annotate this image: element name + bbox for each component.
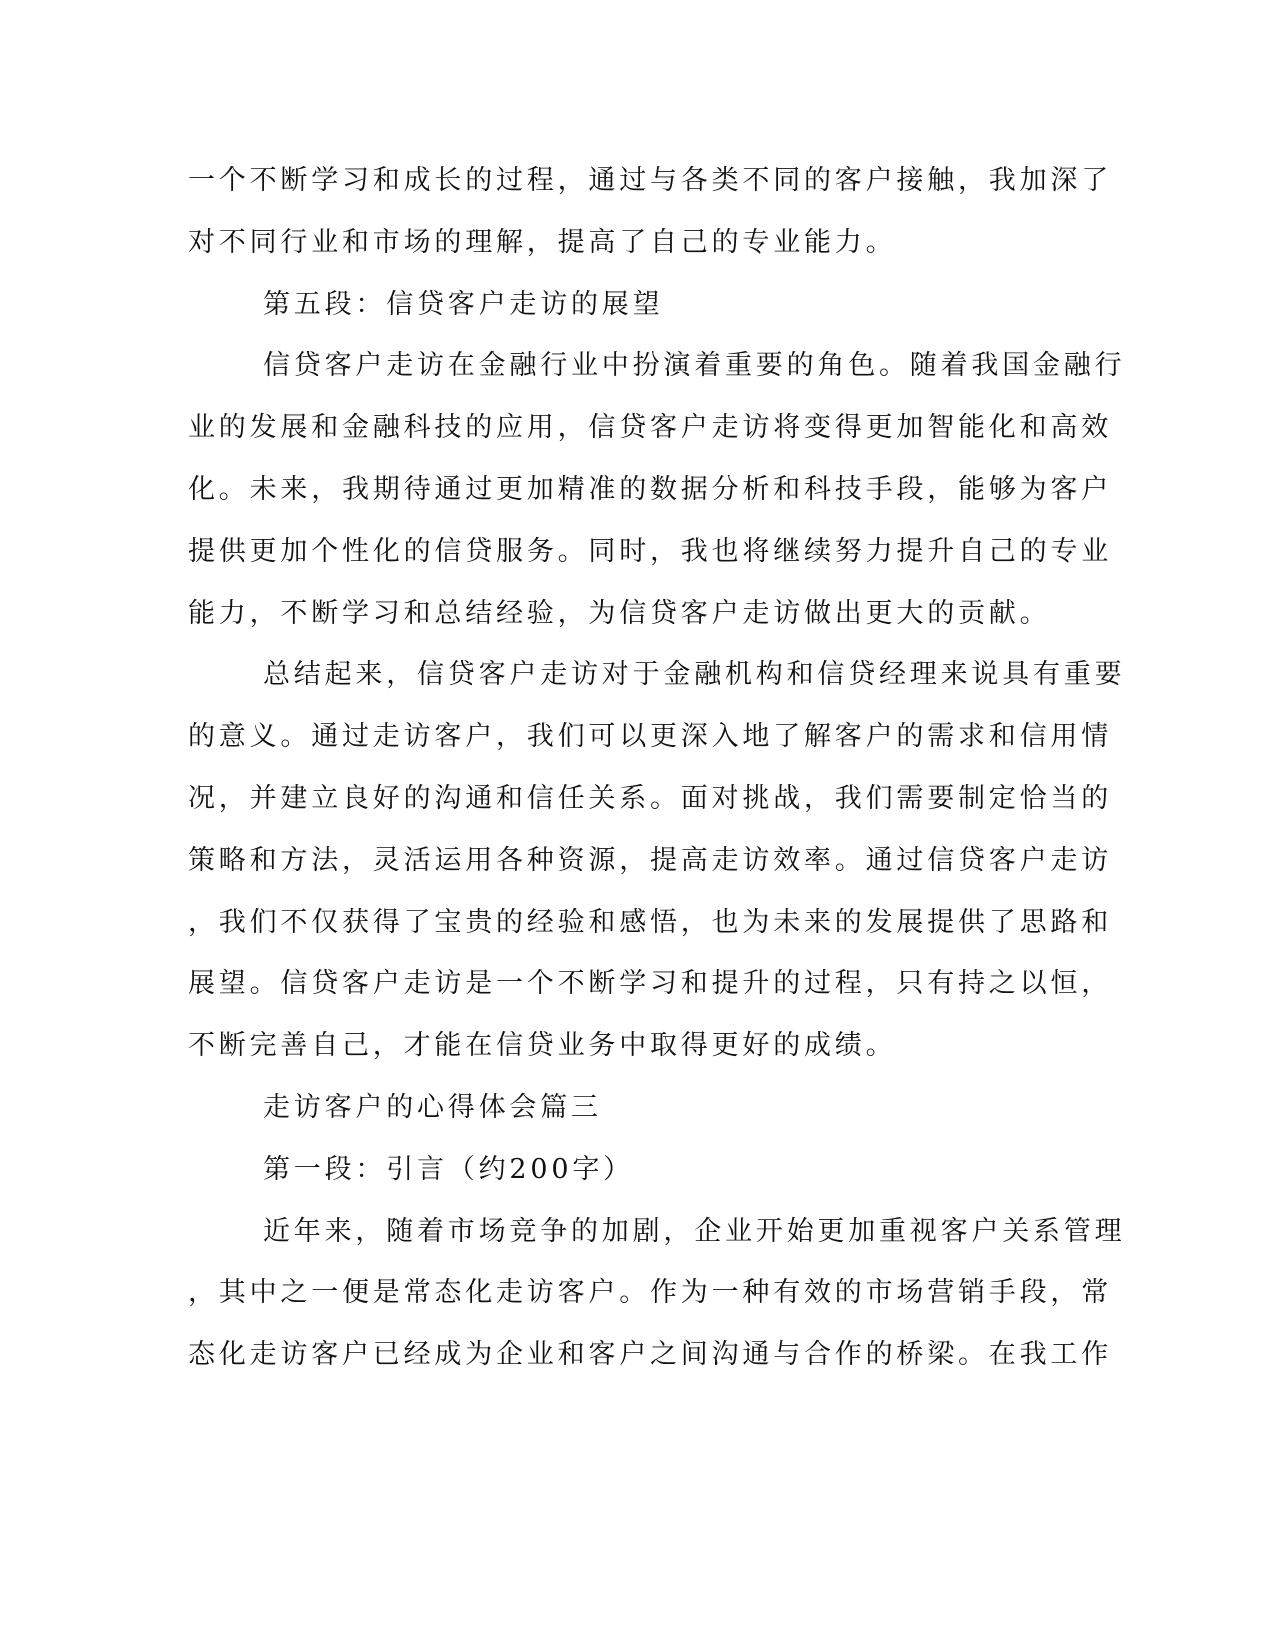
- text-line: 策略和方法，灵活运用各种资源，提高走访效率。通过信贷客户走访: [188, 844, 1112, 876]
- text-line: 况，并建立良好的沟通和信任关系。面对挑战，我们需要制定恰当的: [188, 782, 1112, 814]
- text-line: 信贷客户走访在金融行业中扮演着重要的角色。随着我国金融行: [263, 350, 1126, 382]
- text-line: 提供更加个性化的信贷服务。同时，我也将继续努力提升自己的专业: [188, 535, 1112, 567]
- article-title: 走访客户的心得体会篇三: [263, 1091, 602, 1123]
- text-line: ，我们不仅获得了宝贵的经验和感悟，也为未来的发展提供了思路和: [188, 906, 1112, 938]
- text-line: 化。未来，我期待通过更加精准的数据分析和科技手段，能够为客户: [188, 473, 1112, 505]
- text-line: 业的发展和金融科技的应用，信贷客户走访将变得更加智能化和高效: [188, 412, 1112, 444]
- text-line: 总结起来，信贷客户走访对于金融机构和信贷经理来说具有重要: [263, 659, 1126, 691]
- text-line: 对不同行业和市场的理解，提高了自己的专业能力。: [188, 226, 897, 258]
- text-line: 一个不断学习和成长的过程，通过与各类不同的客户接触，我加深了: [188, 165, 1112, 196]
- text-line: 的意义。通过走访客户，我们可以更深入地了解客户的需求和信用情: [188, 721, 1112, 753]
- text-line: ，其中之一便是常态化走访客户。作为一种有效的市场营销手段，常: [188, 1277, 1112, 1309]
- text-line: 态化走访客户已经成为企业和客户之间沟通与合作的桥梁。在我工作: [188, 1339, 1112, 1371]
- section-heading-5: 第五段：信贷客户走访的展望: [263, 288, 664, 320]
- body-text: [188, 150, 1126, 1386]
- text-line: 展望。信贷客户走访是一个不断学习和提升的过程，只有持之以恒，: [188, 968, 1112, 1000]
- text-line: 近年来，随着市场竞争的加剧，企业开始更加重视客户关系管理: [263, 1215, 1126, 1247]
- section-heading-1: 第一段：引言（约200字）: [263, 1153, 634, 1185]
- text-line: 不断完善自己，才能在信贷业务中取得更好的成绩。: [188, 1030, 897, 1062]
- text-line: 能力，不断学习和总结经验，为信贷客户走访做出更大的贡献。: [188, 597, 1051, 629]
